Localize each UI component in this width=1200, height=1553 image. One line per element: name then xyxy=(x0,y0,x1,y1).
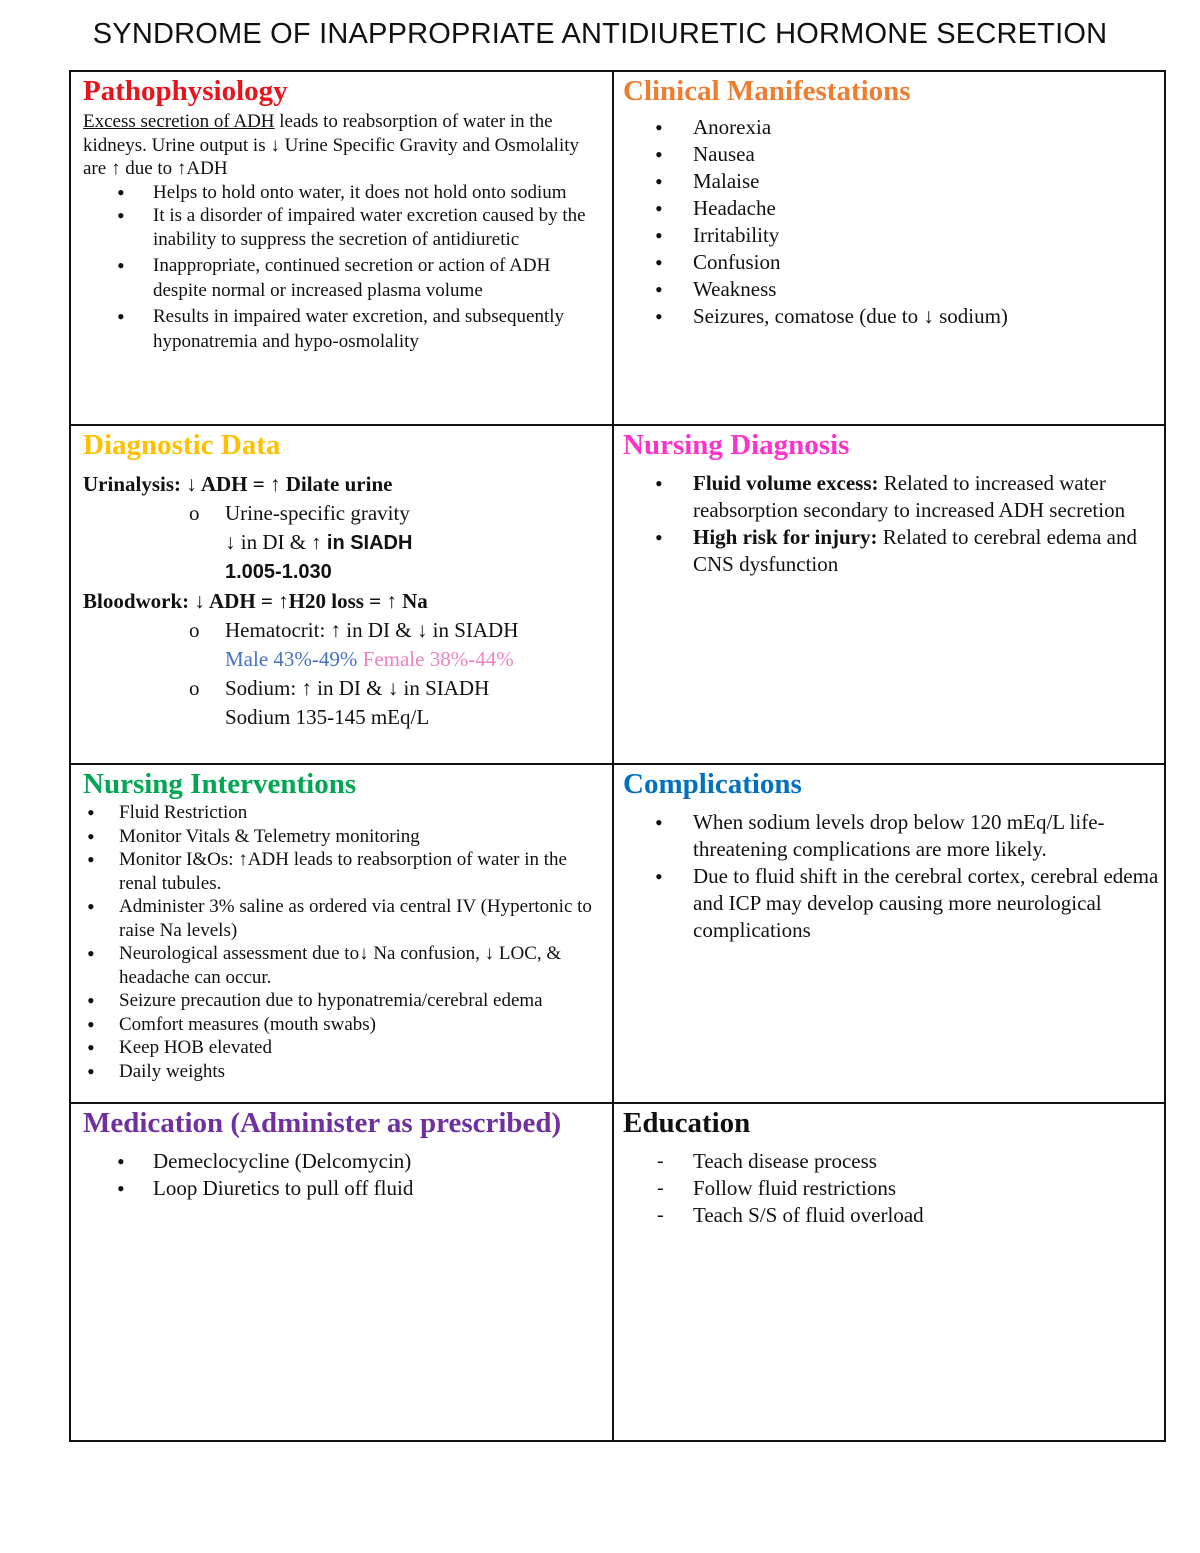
hematocrit-item xyxy=(83,616,601,645)
sodium-label: Sodium: ↑ in DI & ↓ in SIADH xyxy=(225,676,490,700)
list-item: • Monitor Vitals & Telemetry monitoring xyxy=(83,825,601,849)
list-item: • Irritability xyxy=(623,222,1159,249)
education-list xyxy=(623,1148,1159,1229)
list-item: • Inappropriate, continued secretion or action of ADH despite normal or increased plasma volume xyxy=(83,253,601,303)
list-item: - Follow fluid restrictions xyxy=(623,1175,1159,1202)
medication-list xyxy=(83,1148,601,1202)
list-item: • Keep HOB elevated xyxy=(83,1036,601,1060)
list-item: • Nausea xyxy=(623,141,1159,168)
list-item: • Weakness xyxy=(623,276,1159,303)
list-item: • Neurological assessment due to↓ Na confusion, ↓ LOC, & headache can occur. xyxy=(83,942,601,989)
pathophysiology-list xyxy=(83,181,601,355)
list-item xyxy=(623,470,1159,524)
pathophysiology-heading: Pathophysiology xyxy=(83,75,288,107)
nursing-interventions-list xyxy=(83,801,601,1083)
complications-heading: Complications xyxy=(623,768,802,800)
bloodwork-line: Bloodwork: ↓ ADH = ↑H20 loss = ↑ Na xyxy=(83,589,428,613)
nursing-diagnosis-text: Related to increased water reabsorption secondary to increased ADH secretion xyxy=(693,471,1126,522)
medication-heading: Medication (Administer as prescribed) xyxy=(83,1107,562,1139)
hematocrit-male: Male 43%-49% xyxy=(225,647,358,671)
hematocrit-ranges xyxy=(83,645,601,674)
nursing-diagnosis-list xyxy=(623,470,1159,578)
urine-sg-item xyxy=(83,499,601,528)
row-divider-2 xyxy=(71,763,1164,765)
sub-bullet: o xyxy=(189,501,200,525)
pathophysiology-intro-rest: leads to reabsorption of water in the kidneys. Urine output is ↓ Urine Specific Gravity and Osmolality are ↑ due to ↑ADH xyxy=(83,111,580,179)
pathophysiology-intro xyxy=(83,110,601,181)
list-item: • Administer 3% saline as ordered via central IV (Hypertonic to raise Na levels) xyxy=(83,895,601,942)
list-item: • Seizures, comatose (due to ↓ sodium) xyxy=(623,303,1159,330)
medication-cell xyxy=(83,1106,601,1202)
list-item: • It is a disorder of impaired water excretion caused by the inability to suppress the secretion of antidiuretic xyxy=(83,204,601,251)
education-cell xyxy=(623,1106,1159,1229)
nursing-diagnosis-text: Related to cerebral edema and CNS dysfunction xyxy=(693,525,1137,576)
list-item: • Confusion xyxy=(623,249,1159,276)
list-item: • When sodium levels drop below 120 mEq/L life-threatening complications are more likely. xyxy=(623,809,1159,863)
pathophysiology-cell xyxy=(83,74,601,354)
nursing-diagnosis-heading: Nursing Diagnosis xyxy=(623,429,850,461)
list-item xyxy=(623,524,1159,578)
urine-sg-di-pre: ↓ in DI & xyxy=(225,530,312,554)
hematocrit-female: Female 38%-44% xyxy=(362,647,514,671)
nursing-interventions-cell xyxy=(83,767,601,1083)
sub-bullet: o xyxy=(189,618,200,642)
list-item: • Daily weights xyxy=(83,1060,601,1084)
list-item: • Helps to hold onto water, it does not hold onto sodium xyxy=(83,181,601,205)
sodium-item xyxy=(83,674,601,703)
diagnostic-data-cell xyxy=(83,428,601,732)
diagnostic-data-heading: Diagnostic Data xyxy=(83,429,281,461)
list-item: • Headache xyxy=(623,195,1159,222)
education-heading: Education xyxy=(623,1107,751,1139)
list-item: • Seizure precaution due to hyponatremia/cerebral edema xyxy=(83,989,601,1013)
list-item: • Monitor I&Os: ↑ADH leads to reabsorption of water in the renal tubules. xyxy=(83,848,601,895)
urine-sg-range: 1.005-1.030 xyxy=(225,561,332,583)
urine-sg-di-bold: ↑ in SIADH xyxy=(311,532,413,554)
list-item: • Loop Diuretics to pull off fluid xyxy=(83,1175,601,1202)
nursing-interventions-heading: Nursing Interventions xyxy=(83,768,357,800)
clinical-manifestations-list xyxy=(623,114,1159,330)
pathophysiology-intro-underlined: Excess secretion of ADH xyxy=(83,111,275,132)
urine-sg-di xyxy=(83,528,601,558)
nursing-diagnosis-term: Fluid volume excess: xyxy=(693,471,879,495)
list-item: • Demeclocycline (Delcomycin) xyxy=(83,1148,601,1175)
list-item: • Malaise xyxy=(623,168,1159,195)
urinalysis-line: Urinalysis: ↓ ADH = ↑ Dilate urine xyxy=(83,472,393,496)
list-item: • Due to fluid shift in the cerebral cortex, cerebral edema and ICP may develop causing more neurological complications xyxy=(623,863,1159,944)
hematocrit-label: Hematocrit: ↑ in DI & ↓ in SIADH xyxy=(225,618,519,642)
list-item: - Teach disease process xyxy=(623,1148,1159,1175)
sub-bullet: o xyxy=(189,676,200,700)
complications-list xyxy=(623,809,1159,944)
sodium-range: Sodium 135-145 mEq/L xyxy=(225,705,430,729)
clinical-manifestations-heading: Clinical Manifestations xyxy=(623,75,911,107)
column-divider xyxy=(612,72,614,1440)
list-item: • Anorexia xyxy=(623,114,1159,141)
nursing-diagnosis-cell xyxy=(623,428,1159,578)
list-item: • Comfort measures (mouth swabs) xyxy=(83,1013,601,1037)
siadh-table xyxy=(69,70,1166,1442)
clinical-manifestations-cell xyxy=(623,74,1159,330)
row-divider-3 xyxy=(71,1102,1164,1104)
list-item: • Results in impaired water excretion, and subsequently hyponatremia and hypo-osmolality xyxy=(83,304,601,354)
urine-sg-label: Urine-specific gravity xyxy=(225,501,410,525)
list-item: • Fluid Restriction xyxy=(83,801,601,825)
nursing-diagnosis-term: High risk for injury: xyxy=(693,525,878,549)
page-title: SYNDROME OF INAPPROPRIATE ANTIDIURETIC HORMONE SECRETION xyxy=(92,18,1108,50)
row-divider-1 xyxy=(71,424,1164,426)
complications-cell xyxy=(623,767,1159,944)
list-item: - Teach S/S of fluid overload xyxy=(623,1202,1159,1229)
